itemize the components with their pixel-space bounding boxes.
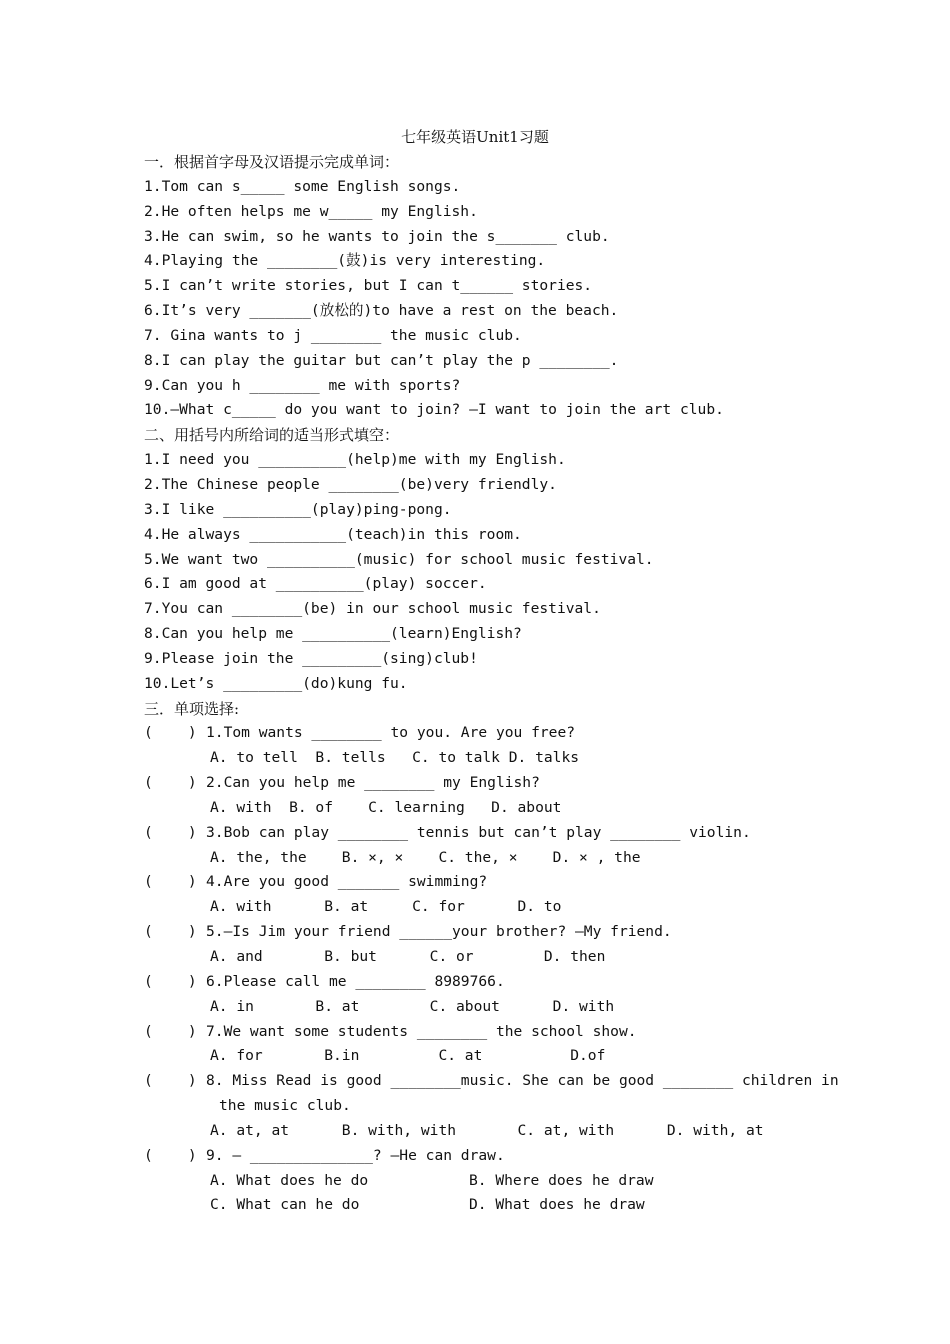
- section1-item: 5.I can’t write stories, but I can t______ stories.: [144, 277, 593, 295]
- answer-paren[interactable]: ( ): [144, 724, 197, 742]
- section2-item: 6.I am good at __________(play) soccer.: [144, 575, 487, 593]
- answer-paren[interactable]: ( ): [144, 1072, 197, 1090]
- section2-item: 3.I like __________(play)ping-pong.: [144, 500, 452, 518]
- section2-item: 4.He always ___________(teach)in this room.: [144, 525, 522, 543]
- section2-item: 1.I need you __________(help)me with my English.: [144, 451, 566, 469]
- option-a: A. What does he do: [210, 1171, 369, 1189]
- section2-item: 9.Please join the _________(sing)club!: [144, 649, 478, 667]
- question-stem: 6.Please call me ________ 8989766.: [206, 972, 505, 990]
- section1-item: 10.—What c_____ do you want to join? —I want to join the art club.: [144, 401, 724, 419]
- question-options: [144, 1193, 824, 1218]
- section1-item: 3.He can swim, so he wants to join the s_______ club.: [144, 227, 610, 245]
- option-b: B. Where does he draw: [469, 1171, 654, 1189]
- answer-paren[interactable]: ( ): [144, 972, 197, 990]
- mc-question: [144, 920, 824, 945]
- option-c: C. What can he do: [210, 1196, 360, 1214]
- answer-paren[interactable]: ( ): [144, 923, 197, 941]
- question-options: [144, 1169, 824, 1194]
- section2-item: 5.We want two __________(music) for school music festival.: [144, 550, 654, 568]
- question-options: A. in B. at C. about D. with: [210, 997, 615, 1015]
- section2-item: 10.Let’s _________(do)kung fu.: [144, 674, 408, 692]
- page-title: 七年级英语Unit1习题: [401, 128, 549, 146]
- section2-item: 2.The Chinese people ________(be)very friendly.: [144, 475, 557, 493]
- question-options: A. for B.in C. at D.of: [210, 1047, 606, 1065]
- question-options: A. to tell B. tells C. to talk D. talks: [210, 749, 580, 767]
- question-stem: 8. Miss Read is good ________music. She can be good ________ children in: [206, 1072, 839, 1090]
- question-options: A. at, at B. with, with C. at, with D. with, at: [210, 1121, 764, 1139]
- question-stem: 7.We want some students ________ the school show.: [206, 1022, 637, 1040]
- question-stem: 5.—Is Jim your friend ______your brother? —My friend.: [206, 923, 672, 941]
- question-stem: 9. — ______________? —He can draw.: [206, 1146, 505, 1164]
- option-d: D. What does he draw: [469, 1196, 645, 1214]
- section2-heading: 二、用括号内所给词的适当形式填空：: [144, 426, 400, 445]
- mc-question: [144, 771, 824, 796]
- question-stem: 2.Can you help me ________ my English?: [206, 774, 540, 792]
- answer-paren[interactable]: ( ): [144, 823, 197, 841]
- mc-question: [144, 821, 824, 846]
- question-stem: 3.Bob can play ________ tennis but can’t play ________ violin.: [206, 823, 751, 841]
- answer-paren[interactable]: ( ): [144, 873, 197, 891]
- answer-paren[interactable]: ( ): [144, 1146, 197, 1164]
- section2-item: 7.You can ________(be) in our school music festival.: [144, 600, 601, 618]
- section1-item: 9.Can you h ________ me with sports?: [144, 376, 461, 394]
- mc-question: [144, 1020, 824, 1045]
- question-options: A. and B. but C. or D. then: [210, 948, 606, 965]
- question-stem: 1.Tom wants ________ to you. Are you free?: [206, 724, 576, 742]
- mc-question: [144, 870, 824, 895]
- mc-question: [144, 1069, 839, 1094]
- mc-question: [144, 721, 824, 746]
- section1-item: 8.I can play the guitar but can’t play the p ________.: [144, 351, 619, 369]
- section1-item: 2.He often helps me w_____ my English.: [144, 202, 478, 220]
- section2-item: 8.Can you help me __________(learn)English?: [144, 625, 522, 643]
- question-stem: 4.Are you good _______ swimming?: [206, 873, 488, 891]
- mc-question: [144, 1144, 824, 1169]
- section1-heading: 一．根据首字母及汉语提示完成单词：: [144, 153, 400, 171]
- worksheet-content: [144, 150, 839, 1218]
- answer-paren[interactable]: ( ): [144, 1022, 197, 1040]
- answer-paren[interactable]: ( ): [144, 774, 197, 792]
- question-options: A. with B. at C. for D. to: [210, 898, 562, 916]
- section1-item: 6.It’s very _______(放松的)to have a rest on the beach.: [144, 302, 619, 320]
- section3-heading: 三．单项选择:: [144, 699, 240, 718]
- mc-question: [144, 970, 824, 995]
- question-stem-continued: the music club.: [219, 1097, 351, 1115]
- question-options: A. with B. of C. learning D. about: [210, 798, 562, 816]
- question-options: A. the, the B. ×, × C. the, × D. × , the: [210, 848, 641, 866]
- section1-item: 4.Playing the ________(鼓)is very interesting.: [144, 252, 546, 270]
- section1-item: 7. Gina wants to j ________ the music club.: [144, 326, 522, 344]
- section1-item: 1.Tom can s_____ some English songs.: [144, 177, 461, 195]
